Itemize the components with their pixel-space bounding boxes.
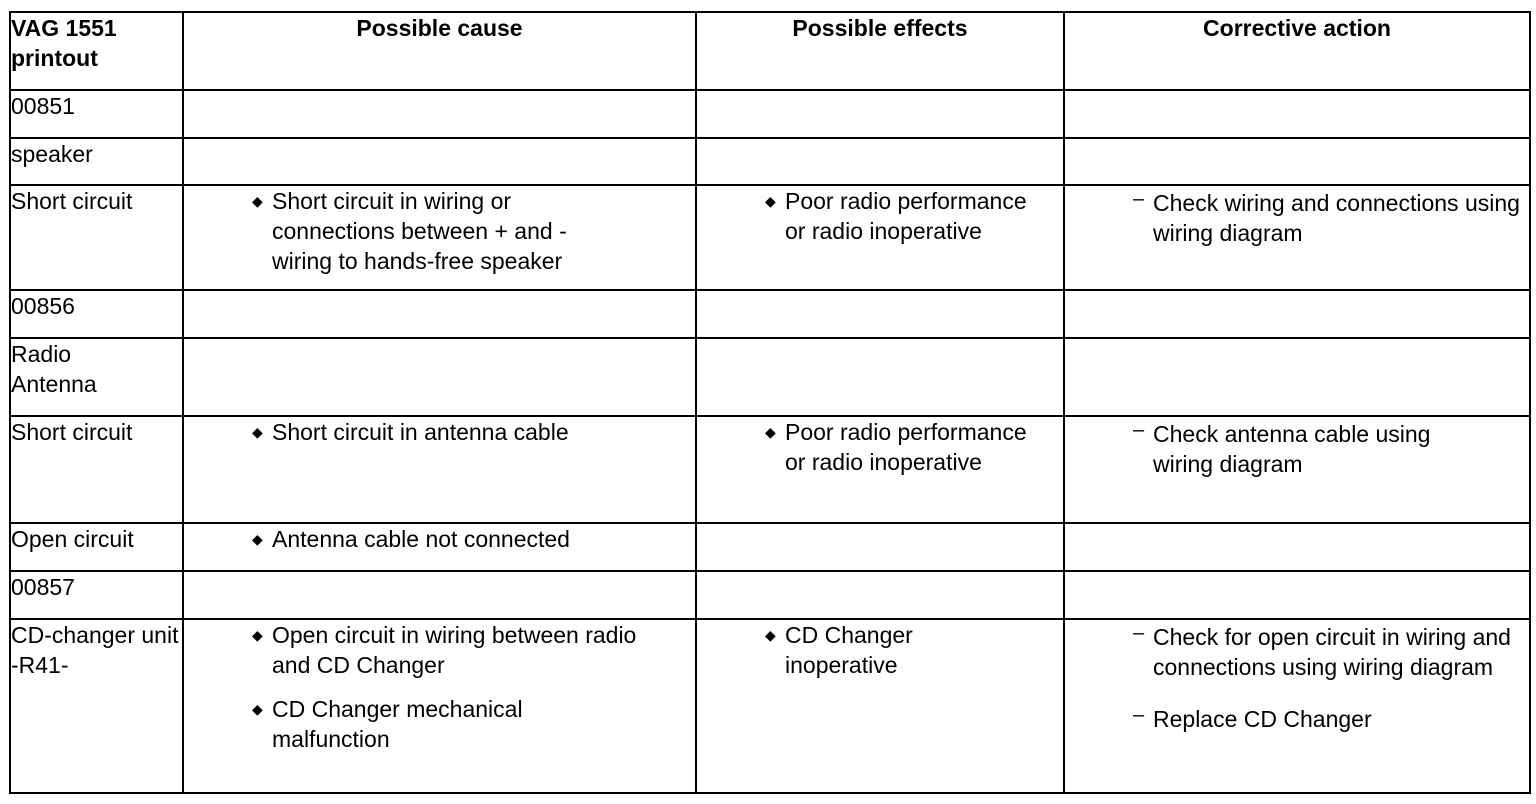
table-row [10, 523, 1530, 571]
table-row [10, 571, 1530, 619]
empty-cell [696, 571, 1064, 619]
header-row [10, 12, 1530, 90]
bullet-icon: ◆ [252, 193, 263, 209]
empty-cell [183, 90, 696, 138]
action-item: – Check antenna cable using wiring diagram [1153, 417, 1493, 479]
table-row [10, 185, 1530, 290]
bullet-icon: ◆ [252, 531, 263, 547]
empty-cell [696, 523, 1064, 571]
empty-cell [696, 90, 1064, 138]
table-row [10, 416, 1530, 523]
cause-cell [183, 185, 696, 290]
fault-type: Open circuit [10, 523, 183, 571]
effect-cell [696, 416, 1064, 523]
table-row [10, 90, 1530, 138]
dash-icon: – [1133, 188, 1145, 210]
component-name: Radio Antenna [10, 338, 183, 416]
empty-cell [183, 290, 696, 338]
fault-type: Short circuit [10, 185, 183, 290]
empty-cell [183, 138, 696, 185]
bullet-icon: ◆ [252, 627, 263, 643]
empty-cell [1064, 338, 1530, 416]
cause-item: ◆ Short circuit in wiring or connections between + and - wiring to hands-free speaker [252, 188, 567, 274]
cause-cell [183, 619, 696, 793]
dash-icon: – [1133, 419, 1145, 441]
action-item: – Check for open circuit in wiring and connections using wiring diagram [1153, 620, 1523, 682]
empty-cell [1064, 571, 1530, 619]
component-name: speaker [10, 138, 183, 185]
fault-code: 00851 [10, 90, 183, 138]
empty-cell [183, 571, 696, 619]
header-cause: Possible cause [183, 12, 696, 90]
empty-cell [183, 338, 696, 416]
empty-cell [696, 138, 1064, 185]
empty-cell [1064, 290, 1530, 338]
effect-cell [696, 185, 1064, 290]
action-item: – Replace CD Changer [1153, 702, 1529, 734]
action-cell [1064, 185, 1530, 290]
bullet-icon: ◆ [765, 193, 776, 209]
empty-cell [696, 290, 1064, 338]
table-row [10, 290, 1530, 338]
effect-item: ◆ CD Changer inoperative [765, 622, 913, 678]
effect-cell [696, 619, 1064, 793]
table-row [10, 138, 1530, 185]
header-action: Corrective action [1064, 12, 1530, 90]
dash-icon: – [1133, 704, 1145, 726]
fault-table [9, 11, 1531, 794]
fault-type: Short circuit [10, 416, 183, 523]
dash-icon: – [1133, 622, 1145, 644]
bullet-icon: ◆ [765, 424, 776, 440]
effect-item: ◆ Poor radio performance or radio inoperative [765, 188, 1027, 244]
cause-item: ◆ Short circuit in antenna cable [252, 419, 569, 445]
table-row [10, 619, 1530, 793]
component-name: CD-changer unit -R41- [10, 619, 183, 793]
action-item: – Check wiring and connections using wiring diagram [1153, 186, 1523, 248]
fault-code: 00857 [10, 571, 183, 619]
cause-cell [183, 523, 696, 571]
table-row [10, 338, 1530, 416]
empty-cell [1064, 138, 1530, 185]
empty-cell [1064, 90, 1530, 138]
cause-item: ◆ Open circuit in wiring between radio and CD Changer [252, 622, 637, 678]
action-cell [1064, 416, 1530, 523]
cause-item: ◆ CD Changer mechanical malfunction [252, 696, 523, 752]
empty-cell [1064, 523, 1530, 571]
bullet-icon: ◆ [252, 701, 263, 717]
fault-code: 00856 [10, 290, 183, 338]
bullet-icon: ◆ [252, 424, 263, 440]
cause-item: ◆ Antenna cable not connected [252, 526, 570, 552]
empty-cell [696, 338, 1064, 416]
bullet-icon: ◆ [765, 627, 776, 643]
action-cell [1064, 619, 1530, 793]
header-code: VAG 1551 printout [10, 12, 183, 90]
header-effects: Possible effects [696, 12, 1064, 90]
cause-cell [183, 416, 696, 523]
effect-item: ◆ Poor radio performance or radio inoperative [765, 419, 1027, 475]
